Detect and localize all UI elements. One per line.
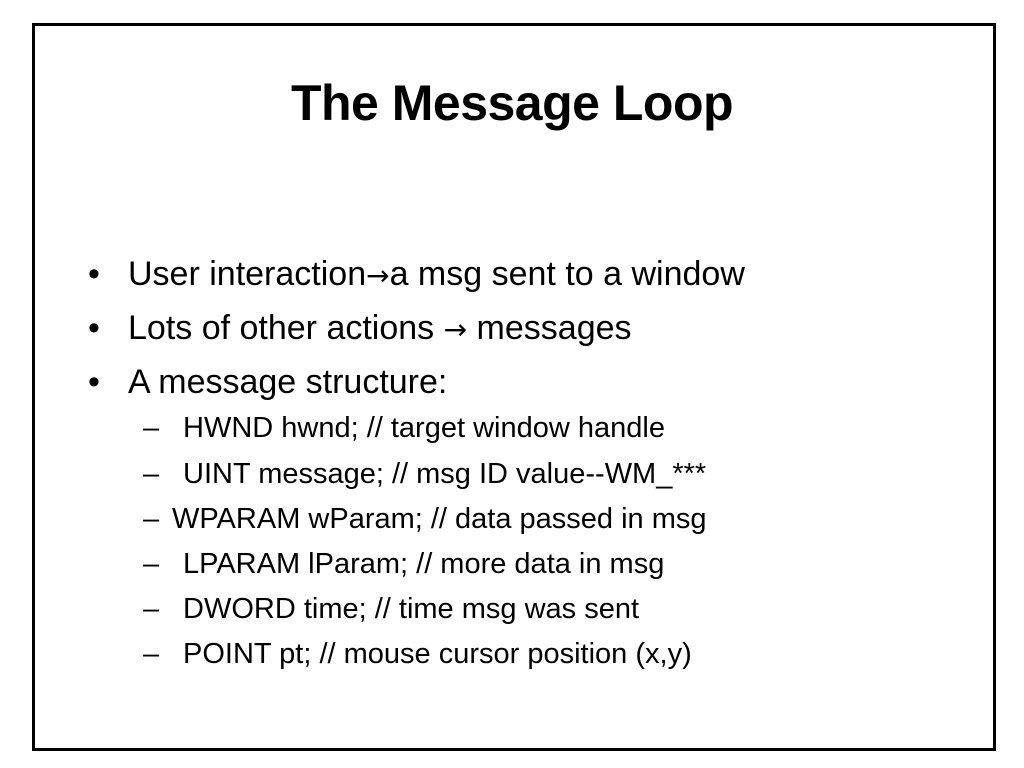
- bullet-text: A message structure:: [128, 363, 448, 401]
- arrow-icon: →: [443, 313, 468, 346]
- bullet-text: a msg sent to a window: [389, 255, 745, 293]
- sub-item-text: WPARAM wParam; // data passed in msg: [172, 503, 707, 535]
- sub-item-text: DWORD time; // time msg was sent: [183, 593, 640, 625]
- sub-item: [143, 591, 639, 627]
- sub-item-text: HWND hwnd; // target window handle: [183, 412, 665, 444]
- arrow-icon: →: [366, 259, 390, 292]
- bullet-marker: •: [88, 363, 100, 401]
- slide-title: The Message Loop: [290, 75, 734, 131]
- sub-marker: –: [143, 412, 160, 444]
- sub-item-text: POINT pt; // mouse cursor position (x,y): [183, 638, 692, 670]
- sub-item-text: LPARAM lParam; // more data in msg: [183, 548, 665, 580]
- sub-item: [143, 636, 692, 672]
- sub-item: [143, 410, 665, 446]
- sub-marker: –: [143, 593, 160, 625]
- bullet-item: [88, 254, 745, 296]
- bullet-item: [88, 362, 447, 402]
- sub-item-text: UINT message; // msg ID value--WM_***: [183, 458, 707, 490]
- sub-marker: –: [143, 638, 160, 670]
- bullet-text: Lots of other actions: [128, 309, 444, 347]
- sub-item: [143, 501, 707, 537]
- sub-marker: –: [143, 458, 160, 490]
- sub-item: [143, 456, 706, 492]
- bullet-text: messages: [467, 309, 632, 347]
- bullet-text: User interaction: [128, 255, 367, 293]
- sub-marker: –: [143, 503, 160, 535]
- sub-item: [143, 546, 664, 582]
- bullet-marker: •: [88, 255, 100, 293]
- bullet-marker: •: [88, 309, 100, 347]
- bullet-item: [88, 308, 632, 350]
- sub-marker: –: [143, 548, 160, 580]
